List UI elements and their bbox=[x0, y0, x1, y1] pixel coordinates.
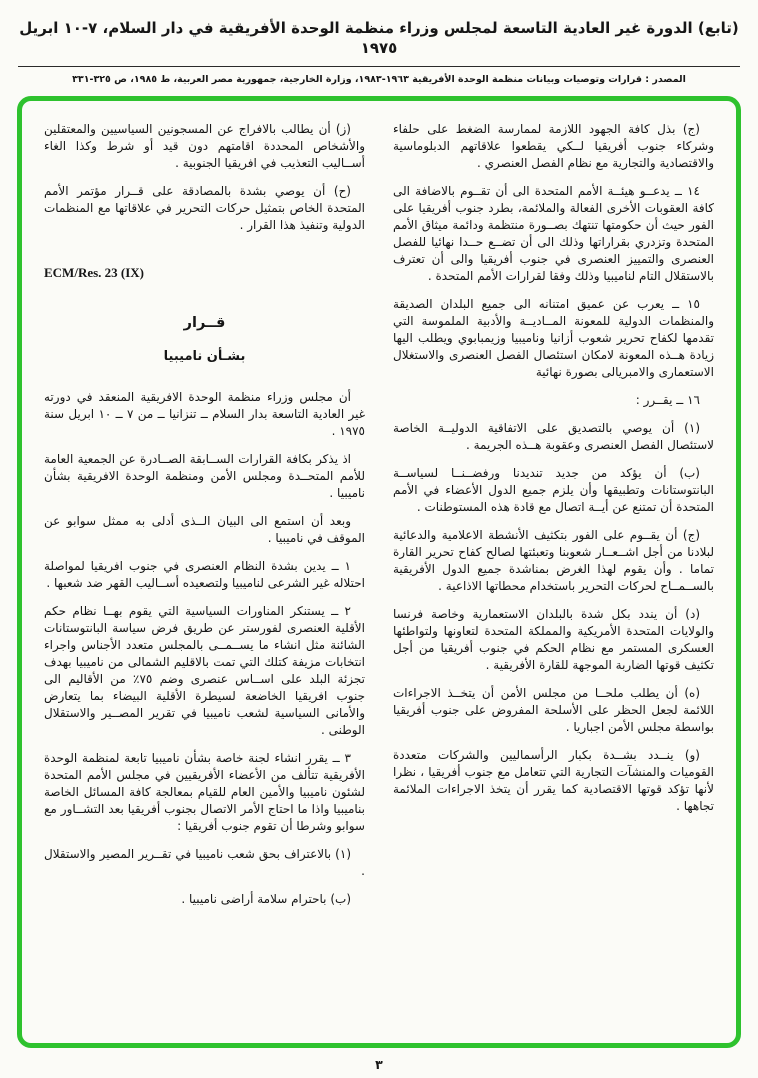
resolution-clause-3-item-1: (١) بالاعتراف بحق شعب ناميبيا في تقــرير المصير والاستقلال . bbox=[44, 847, 365, 878]
paragraph-14: ١٤ ــ يدعــو هيئــة الأمم المتحدة الى أن تقــوم بالاضافة الى كافة العقوبات الأخرى الفعالة والملائمة، بطرد جنوب أفريقيا على الفور حيث أن حكومتها تنتهك بصــورة منتظمة ودائمة ميثاق الأمم المتحدة وتزدري بقراراتها وذلك الى أن تضــع حــدا نهائيا للفصل العنصرى والتمييز العنصرى في جنوب أفريقيا والى أن تعترف بالاستقلال التام لناميبيا وذلك وفقا لقرارات الأمم المتحدة . bbox=[393, 184, 714, 283]
paragraph-16-item-1: (١) أن يوصي بالتصديق على الاتفاقية الدوليــة الخاصة لاستئصال الفصل العنصرى وعقوبة هــذه الجريمة . bbox=[393, 421, 714, 452]
document-source-line: المصدر : قرارات وتوصيات وبيانات منظمة الوحدة الأفريقية ١٩٦٣-١٩٨٣، وزارة الخارجية، جمهورية مصر العربية، ط ١٩٨٥، ص ٣٢٥-٣٣١ bbox=[72, 73, 686, 85]
right-column bbox=[393, 121, 714, 1031]
paragraph-16-item-d: (د) أن يندد بكل شدة بالبلدان الاستعمارية وخاصة فرنسا والولايات المتحدة الأمريكية والمملكة المتحدة لتعاونها ولتواطئها العسكرى المستمر مع نظام الحكم في جنوب أفريقيا من أجل تكثيف قوتها الضاربة الموجهة للقارة الأفريقية . bbox=[393, 607, 714, 672]
left-column bbox=[44, 121, 365, 1031]
document-title: (تابع) الدورة غير العادية التاسعة لمجلس وزراء منظمة الوحدة الأفريقية في دار السلام، ٧-١٠ ابريل ١٩٧٥ bbox=[19, 19, 739, 58]
paragraph-item-z: (ز) أن يطالب بالافراج عن المسجونين السياسيين والمعتقلين والأشخاص المحددة اقامتهم دون قيد أو شرط وكذا الغاء أســاليب التعذيب في افريقيا الجنوبية . bbox=[44, 122, 365, 170]
paragraph-16-item-w: (و) ينــدد بشــدة بكبار الرأسماليين والشركات متعددة القوميات والمنشآت التجارية التي تتعامل مع جنوب أفريقيا ، نظرا لأنها تؤكد قوتها الاقتصادية كما يقرر أن يتخذ الاجراءات الملائمة تجاهها . bbox=[393, 748, 714, 813]
header-divider bbox=[18, 66, 740, 67]
resolution-clause-3-item-b: (ب) باحترام سلامة أراضى ناميبيا . bbox=[181, 892, 351, 906]
paragraph-item-hh: (ح) أن يوصي بشدة بالمصادقة على قــرار مؤتمر الأمم المتحدة الخاص بتمثيل حركات التحرير في علاقاتها مع المنظمات الدولية وتنفيذ هذا القرار . bbox=[44, 184, 365, 232]
two-column-layout bbox=[44, 121, 714, 1031]
resolution-code: ECM/Res. 23 (IX) bbox=[44, 265, 145, 280]
resolution-clause-2: ٢ ــ يستنكر المناورات السياسية التي يقوم بهــا نظام حكم الأقلية العنصرى لفورستر عن طريق فرض سياسة البانتوستانات الشائنة مثل انشاء ما يســمــى بالمجلس متعدد الأجناس واجراء انتخابات مزيفة كتلك التي تمت بالاقليم الشمالى من ناميبيا بهدف تجزئة البلد على اســاس عنصرى وضم ٧٥٪ من الأقاليم الى جنوب افريقيا الخاضعة لسيطرة الأقلية البيضاء بما يتعارض والأمانى السياسية لشعب ناميبيا في تقرير المصــير والاستقلال الوطنى . bbox=[44, 604, 366, 737]
paragraph-15: ١٥ ــ يعرب عن عميق امتنانه الى جميع البلدان الصديقة والمنظمات الدولية للمعونة المــاديــة والأدبية الملموسة التي تقدمها لكفاح تحرير شعوب أزانيا وناميبيا وزيمبابوي ويطلب اليها زيادة هــذه المعونة لامكان استئصال الفصل العنصرى والاستغلال الاستعمارى والامبريالى بصورة نهائية bbox=[393, 297, 714, 379]
resolution-preamble-3: وبعد أن استمع الى البيان الــذى أدلى به ممثل سوابو عن الموقف في ناميبيا . bbox=[44, 514, 365, 545]
resolution-preamble-1: أن مجلس وزراء منظمة الوحدة الافريقية المنعقد في دورته غير العادية التاسعة بدار السلام ــ تنزانيا ــ من ٧ ــ ١٠ ابريل سنة ١٩٧٥ . bbox=[44, 390, 365, 438]
resolution-preamble-2: اذ يذكر بكافة القرارات الســابقة الصــادرة عن الجمعية العامة للأمم المتحــدة ومجلس الأمن ومنظمة الوحدة الافريقية بشأن ناميبيا . bbox=[44, 452, 365, 500]
document-header bbox=[0, 0, 758, 86]
resolution-clause-3: ٣ ــ يقرر انشاء لجنة خاصة بشأن ناميبيا تابعة لمنظمة الوحدة الأفريقية تتألف من الأعضاء الأفريقيين في مجلس الأمم المتحدة لشئون ناميبيا والأمين العام للقيام بمعالجة كافة المسائل الخاصة بناميبيا واذا ما احتاج الأمر الاتصال بجنوب أفريقيا بعد التشــاور مع سوابو وشرطا أن تقوم جنوب أفريقيا : bbox=[44, 751, 365, 833]
resolution-subheading: بشـأن ناميبيا bbox=[163, 349, 246, 364]
resolution-clause-1: ١ ــ يدين بشدة النظام العنصرى في جنوب افريقيا لمواصلة احتلاله غير الشرعى لناميبيا ولتصعيده أســاليب القهر ضد شعبها . bbox=[44, 559, 365, 590]
document-footer bbox=[0, 1054, 758, 1073]
paragraph-16-item-h: (ه) أن يطلب ملحــا من مجلس الأمن أن يتخــذ الاجراءات اللائمة لجعل الحظر على الأسلحة المفروض على جنوب أفريقيا بواسطة مجلس الأمن اجباريا . bbox=[393, 686, 714, 734]
resolution-heading: قــرار bbox=[183, 315, 226, 331]
paragraph-item-j: (ج) بذل كافة الجهود اللازمة لممارسة الضغط على حلفاء وشركاء جنوب أفريقيا لــكي يقطعوا علاقاتهم الدبلوماسية والاقتصادية والتجارية مع نظام الفصل العنصري . bbox=[393, 122, 714, 170]
paragraph-16: ١٦ ــ يقــرر : bbox=[635, 393, 700, 407]
paragraph-16-item-j: (ج) أن يقــوم على الفور بتكثيف الأنشطة الاعلامية والدعائية لبلادنا من أجل اشــعــار شعوبنا وتعبئتها لصالح كفاح تحرير القارة تماما . وأن يقوم لهذا الغرض بمناشدة جميع الدول الأفريقية بالســمــاح لحركات التحرير باستخدام محطاتها الاذاعية . bbox=[393, 528, 714, 593]
page-number: ٣ bbox=[375, 1057, 383, 1072]
green-border-frame bbox=[17, 96, 741, 1048]
paragraph-16-item-b: (ب) أن يؤكد من جديد تنديدنا ورفضــنــا لسياســة البانتوستانات وتطبيقها وأن يلزم جميع الدول الأعضاء في الأمم المتحدة أن تمتنع عن أيــة اتصال مع قادة هذه المستوطنات . bbox=[393, 466, 714, 514]
